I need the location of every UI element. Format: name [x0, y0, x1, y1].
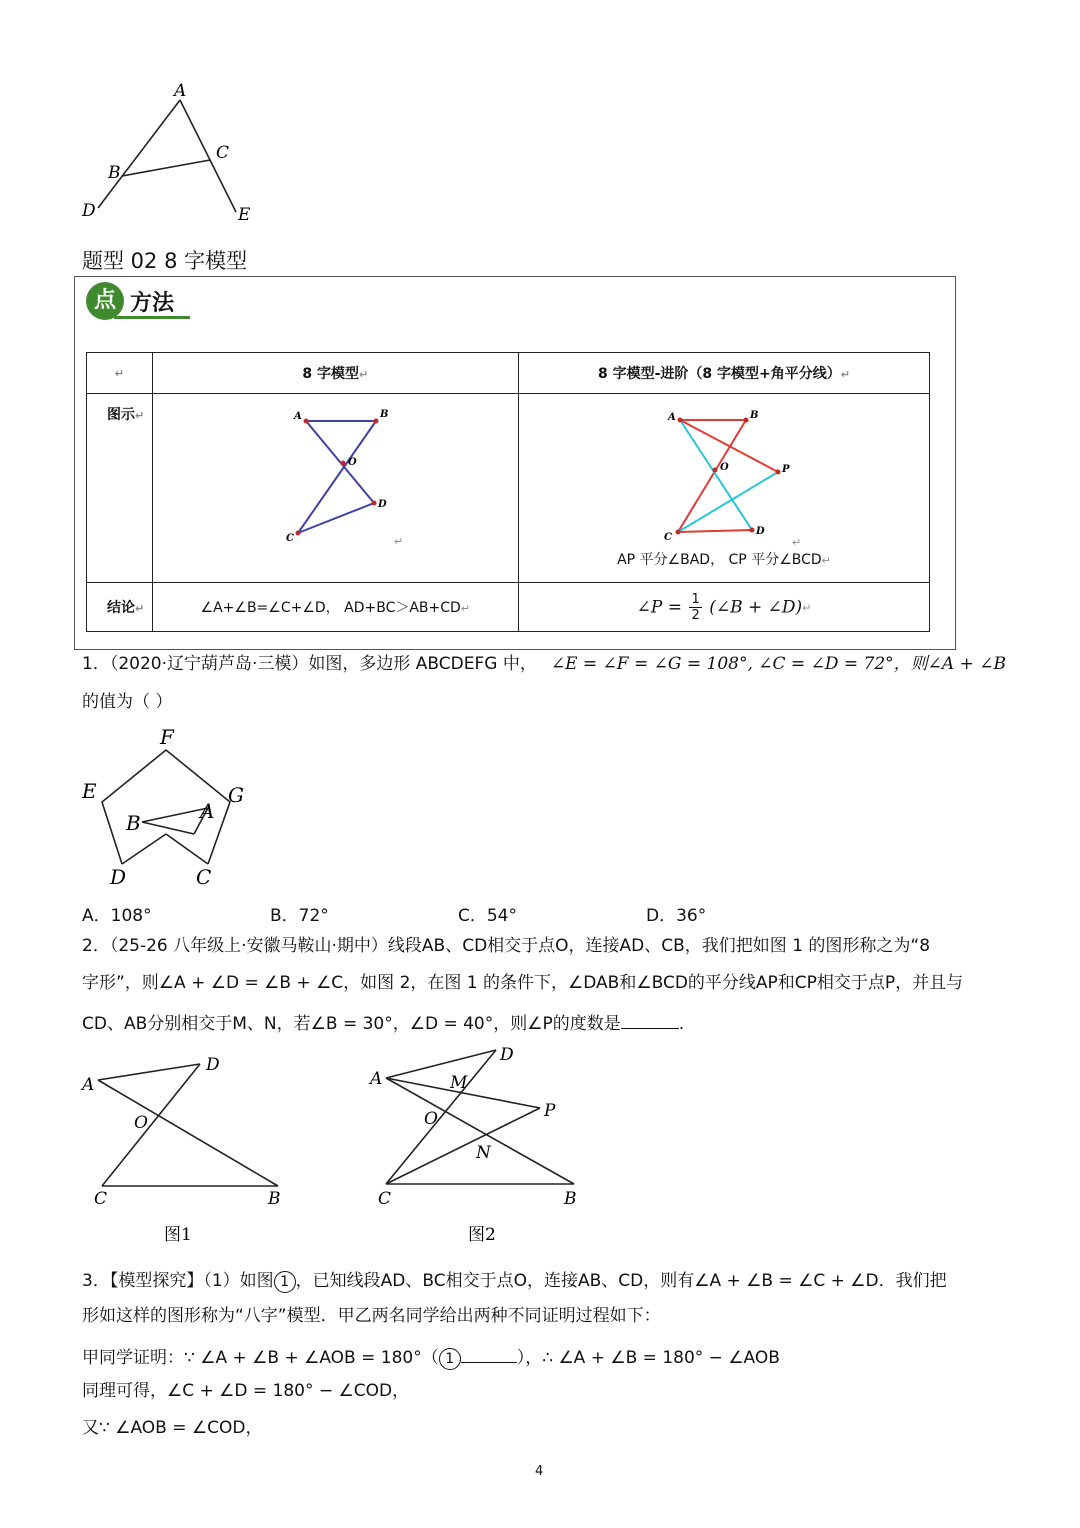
- q2-answer-blank[interactable]: [621, 1012, 679, 1029]
- q3-line3-text-b: ），∴ ∠A + ∠B = 180° − ∠AOB: [516, 1348, 780, 1368]
- fig2-label-p: P: [782, 464, 790, 475]
- page-number: 4: [535, 1464, 544, 1479]
- q1-label-c: C: [196, 865, 212, 889]
- method-badge-text: 方法: [130, 290, 175, 316]
- q2f2-label-c: C: [378, 1189, 392, 1209]
- fig2-caption-text: AP 平分∠BAD， CP 平分∠BCD: [617, 552, 822, 568]
- method-badge-circle: 点: [86, 282, 124, 320]
- fig1-label-a: A: [293, 411, 302, 422]
- q3-reason-blank[interactable]: [461, 1346, 517, 1363]
- label-b: B: [108, 163, 121, 183]
- q2f2-label-b: B: [564, 1189, 577, 1209]
- col1-header-text: 8 字模型: [302, 366, 359, 382]
- fraction-num: 1: [691, 591, 700, 607]
- q2f2-label-a: A: [370, 1069, 383, 1089]
- q3-line3-text-a: 甲同学证明：∵ ∠A + ∠B + ∠AOB = 180°（: [82, 1348, 439, 1368]
- fig1-label-o: O: [347, 457, 357, 468]
- figure-top-triangle: [70, 76, 270, 236]
- row2-label-text: 结论: [107, 600, 135, 616]
- q2f1-label-c: C: [94, 1189, 108, 1209]
- label-e: E: [238, 205, 251, 225]
- line-ad: [98, 100, 180, 208]
- conclusion2-fraction: [689, 592, 701, 623]
- fig1-cell: [152, 394, 518, 583]
- q3-line5: 又∵ ∠AOB = ∠COD，: [82, 1418, 263, 1438]
- q3-circle-1: 1: [274, 1271, 296, 1293]
- q2-line3-end: .: [678, 1014, 685, 1034]
- fig2-label-a: A: [668, 412, 676, 423]
- q2-line2: 字形”，则∠A + ∠D = ∠B + ∠C，如图 2，在图 1 的条件下，∠DAB和∠BCD的平分线AP和CP相交于点P，并且与: [82, 973, 964, 993]
- section-title: 题型 02 8 字模型: [82, 249, 248, 273]
- fig2-label-c: C: [664, 532, 672, 543]
- fig1-label-d: D: [377, 499, 387, 510]
- fig1-label-c: C: [285, 533, 294, 544]
- method-badge-underline: [114, 316, 190, 319]
- svg-text:↵: ↵: [393, 535, 403, 548]
- fig1-label-b: B: [379, 409, 389, 420]
- q2f2-label-o: O: [424, 1109, 438, 1129]
- label-a: A: [174, 81, 187, 101]
- row1-label-text: 图示: [107, 407, 135, 423]
- conclusion2: ∠P = $\frac{1}{2}$ (∠B + ∠D)↵: [519, 583, 930, 632]
- q1-label-e: E: [82, 779, 97, 803]
- conclusion2-rhs: (∠B + ∠D): [709, 597, 803, 617]
- q3-line1-text-a: 3．【模型探究】（1）如图: [82, 1271, 274, 1291]
- q2f1-label-o: O: [134, 1113, 148, 1133]
- fig2-label-o: O: [720, 462, 729, 473]
- q1-label-f: F: [160, 725, 174, 749]
- figure-q1-polygon: [72, 722, 262, 890]
- q1-option-b[interactable]: B．72°: [270, 906, 329, 926]
- fig2-caption: AP 平分∠BAD， CP 平分∠BCD↵: [617, 552, 831, 568]
- q1-line2: 的值为（ ）: [82, 692, 173, 712]
- col2-header: 8 字模型-进阶（8 字模型+角平分线）↵: [519, 353, 930, 394]
- fraction-den: 2: [691, 607, 700, 623]
- fig2-cell: [519, 394, 930, 583]
- figure-8-model-bisector: [520, 400, 928, 550]
- label-d: D: [82, 201, 96, 221]
- q3-line4: 同理可得，∠C + ∠D = 180° − ∠COD，: [82, 1381, 410, 1401]
- svg-text:↵: ↵: [792, 536, 802, 549]
- conclusion1: ∠A+∠B=∠C+∠D， AD+BC＞AB+CD↵: [152, 583, 518, 632]
- model-table: [86, 352, 930, 632]
- q3-line3: [82, 1346, 780, 1370]
- conclusion2-lhs: ∠P =: [636, 597, 682, 617]
- q1-label-a: A: [200, 799, 215, 823]
- q2-line1: 2．（25-26 八年级上·安徽马鞍山·期中）线段AB、CD相交于点O，连接AD、CB，我们把如图 1 的图形称之为“8: [82, 936, 931, 956]
- q2f1-label-d: D: [206, 1055, 220, 1075]
- figure-q2-fig2: [364, 1040, 594, 1250]
- q2-fig2-caption: 图2: [468, 1225, 496, 1245]
- q3-line2: 形如这样的图形称为“八字”模型．甲乙两名同学给出两种不同证明过程如下：: [82, 1306, 661, 1326]
- q2f1-label-b: B: [268, 1189, 281, 1209]
- label-c: C: [216, 143, 230, 163]
- q1-label-d: D: [110, 865, 127, 889]
- fig2-label-b: B: [750, 410, 759, 421]
- q2-fig1-caption: 图1: [164, 1225, 192, 1245]
- q2f2-label-n: N: [476, 1143, 491, 1163]
- q2f2-label-m: M: [450, 1073, 468, 1093]
- q2f1-label-a: A: [82, 1075, 95, 1095]
- q3-line1: [82, 1271, 947, 1293]
- col2-header-text: 8 字模型-进阶（8 字模型+角平分线）: [598, 366, 841, 382]
- col1-header: 8 字模型↵: [152, 353, 518, 394]
- table-corner: ↵: [87, 353, 153, 394]
- q2f2-label-d: D: [500, 1045, 514, 1065]
- q3-circle-2: 1: [439, 1348, 461, 1370]
- q1-option-d[interactable]: D．36°: [646, 906, 707, 926]
- row1-label: 图示↵: [87, 394, 153, 583]
- fig2-label-d: D: [756, 526, 765, 537]
- conclusion1-text: ∠A+∠B=∠C+∠D， AD+BC＞AB+CD: [200, 600, 461, 616]
- q1-line1-math: ∠E = ∠F = ∠G = 108°, ∠C = ∠D = 72°，则∠A + ∠B: [550, 654, 1006, 674]
- q1-option-c[interactable]: C．54°: [458, 906, 518, 926]
- q1-label-g: G: [228, 783, 244, 807]
- q1-line1: [82, 656, 1006, 673]
- q2-line3: [82, 1012, 684, 1033]
- q2f2-label-p: P: [544, 1101, 556, 1121]
- figure-q2-fig1: [76, 1050, 296, 1250]
- row2-label: 结论↵: [87, 583, 153, 632]
- q1-option-a[interactable]: A．108°: [82, 906, 152, 926]
- q3-line1-text-b: ，已知线段AD、BC相交于点O，连接AB、CD，则有∠A + ∠B = ∠C + ∠D．我们把: [295, 1271, 947, 1291]
- q2-line3-text: CD、AB分别相交于M、N，若∠B = 30°，∠D = 40°，则∠P的度数是: [82, 1014, 621, 1034]
- q1-label-b: B: [126, 811, 141, 835]
- line-bc: [122, 160, 210, 176]
- method-badge: [86, 282, 190, 322]
- figure-8-model: [154, 399, 514, 577]
- q1-line1-text: 1．（2020·辽宁葫芦岛·三模）如图，多边形 ABCDEFG 中，: [82, 654, 537, 674]
